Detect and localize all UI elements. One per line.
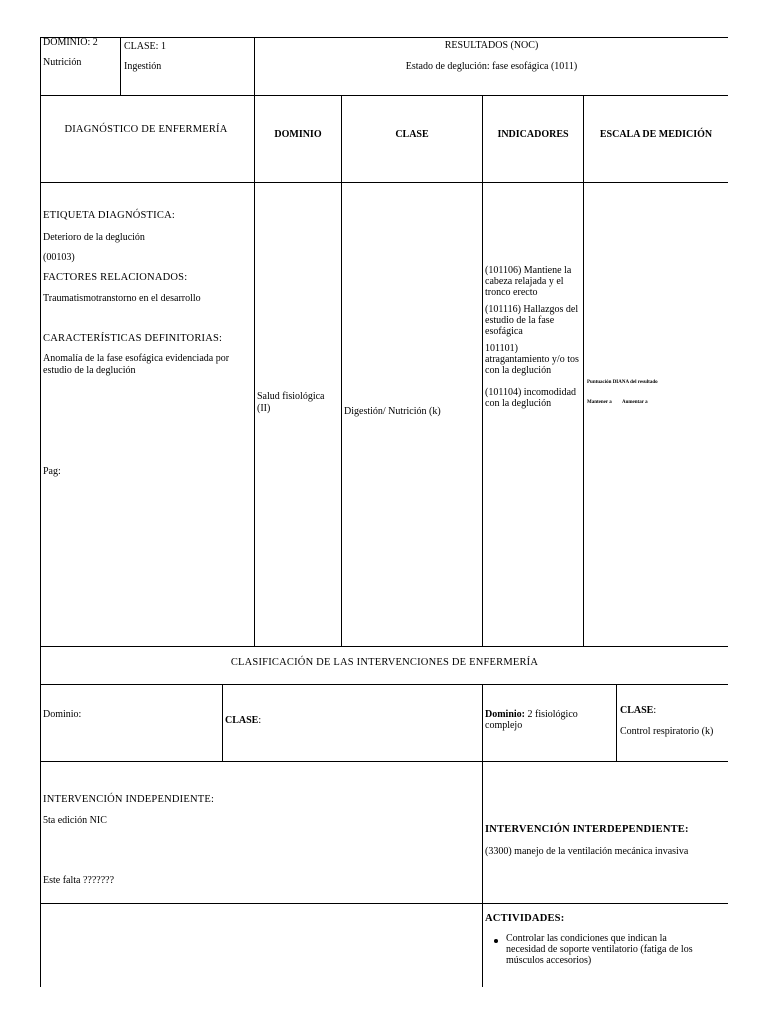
header-clase-value: Ingestión — [124, 61, 162, 72]
col-header-dominio: DOMINIO — [274, 129, 322, 140]
clase-cell-value: Digestión/ Nutrición (k) — [344, 406, 441, 417]
independiente-nota: Este falta ??????? — [43, 875, 115, 886]
factores-label: FACTORES RELACIONADOS: — [43, 272, 188, 283]
escala-puntuacion: Puntuación DIANA del resultado — [587, 380, 658, 385]
nic-clase2-value: Control respiratorio (k) — [620, 726, 714, 737]
rule-left — [40, 37, 41, 987]
factores-value: Traumatismotranstorno en el desarrollo — [43, 293, 201, 304]
rule-header-v1 — [120, 37, 121, 95]
indicador-item: (101104) incomodidad con la deglución — [485, 387, 577, 409]
indicador-item: 101101) atragantamiento y/o tos con la deglución — [485, 343, 579, 376]
col-header-escala: ESCALA DE MEDICIÓN — [599, 129, 713, 140]
rule-top — [40, 37, 728, 38]
nic-clase2-label — [620, 705, 656, 717]
col-header-clase: CLASE — [395, 129, 429, 140]
nic-clase2-colon: : — [653, 705, 657, 716]
nic-dominio2-value: 2 fisiológico complejo — [485, 709, 578, 731]
nic-dominio2 — [485, 709, 613, 731]
independiente-edicion: 5ta edición NIC — [43, 815, 107, 826]
rule-header-bottom — [40, 95, 728, 96]
etiqueta-code: (00103) — [43, 252, 75, 263]
rule-nic-dominio-bottom — [40, 761, 728, 762]
escala-mantener: Mantener a — [587, 400, 612, 405]
rule-col-v2 — [341, 95, 342, 646]
pag-label: Pag: — [43, 466, 61, 477]
indicador-item: (101116) Hallazgos del estudio de la fase esofágica — [485, 304, 579, 337]
actividad-item: Controlar las condiciones que indican la necesidad de soporte ventilatorio (fatiga de los músculos accesorios) — [506, 933, 693, 966]
caracteristicas-value: Anomalía de la fase esofágica evidenciada por estudio de la deglución — [43, 353, 230, 376]
nic-dominio2-label: Dominio: — [485, 709, 525, 720]
caracteristicas-label: CARACTERÍSTICAS DEFINITORIAS: — [43, 333, 223, 344]
rule-main-bottom — [40, 646, 728, 647]
independiente-label: INTERVENCIÓN INDEPENDIENTE: — [43, 794, 215, 805]
interdependiente-label: INTERVENCIÓN INTERDEPENDIENTE: — [485, 824, 689, 835]
rule-nic-v3 — [616, 684, 617, 761]
resultados-value: Estado de deglución: fase esofágica (1011) — [405, 61, 578, 72]
col-header-indicadores: INDICADORES — [497, 129, 569, 140]
rule-columns-bottom — [40, 182, 728, 183]
rule-nic-v1 — [222, 684, 223, 761]
rule-nic-v2 — [482, 684, 483, 761]
header-clase-label: CLASE: 1 — [124, 41, 166, 52]
nic-title: CLASIFICACIÓN DE LAS INTERVENCIONES DE ENFERMERÍA — [230, 657, 539, 668]
rule-col-v3 — [482, 95, 483, 646]
rule-nic-title-bottom — [40, 684, 728, 685]
rule-col-v4 — [583, 95, 584, 646]
nic-clase-colon: : — [258, 715, 262, 726]
nic-clase-label-text: CLASE — [225, 715, 259, 726]
etiqueta-value: Deterioro de la deglución — [43, 232, 145, 243]
indicador-item: (101106) Mantiene la cabeza relajada y el tronco erecto — [485, 265, 572, 298]
header-dominio-value: Nutrición — [43, 57, 82, 68]
resultados-title: RESULTADOS (NOC) — [444, 40, 539, 51]
col-header-diagnostico: DIAGNÓSTICO DE ENFERMERÍA — [64, 124, 228, 135]
nic-clase-label — [225, 715, 261, 727]
header-dominio-label: DOMINIO: 2 — [43, 37, 98, 48]
nic-clase2-label-text: CLASE — [620, 705, 654, 716]
interdependiente-value: (3300) manejo de la ventilación mecánica invasiva — [485, 846, 689, 857]
etiqueta-label: ETIQUETA DIAGNÓSTICA: — [43, 210, 175, 221]
nic-dominio-label: Dominio: — [43, 709, 82, 720]
rule-intervention-bottom — [40, 903, 728, 904]
actividades-label: ACTIVIDADES: — [485, 913, 565, 924]
bullet-icon — [494, 939, 498, 943]
escala-aumentar: Aumentar a — [622, 400, 648, 405]
rule-intervention-v — [482, 761, 483, 987]
dominio-cell-value: Salud fisiológica (II) — [257, 391, 325, 414]
rule-col-v1 — [254, 95, 255, 646]
